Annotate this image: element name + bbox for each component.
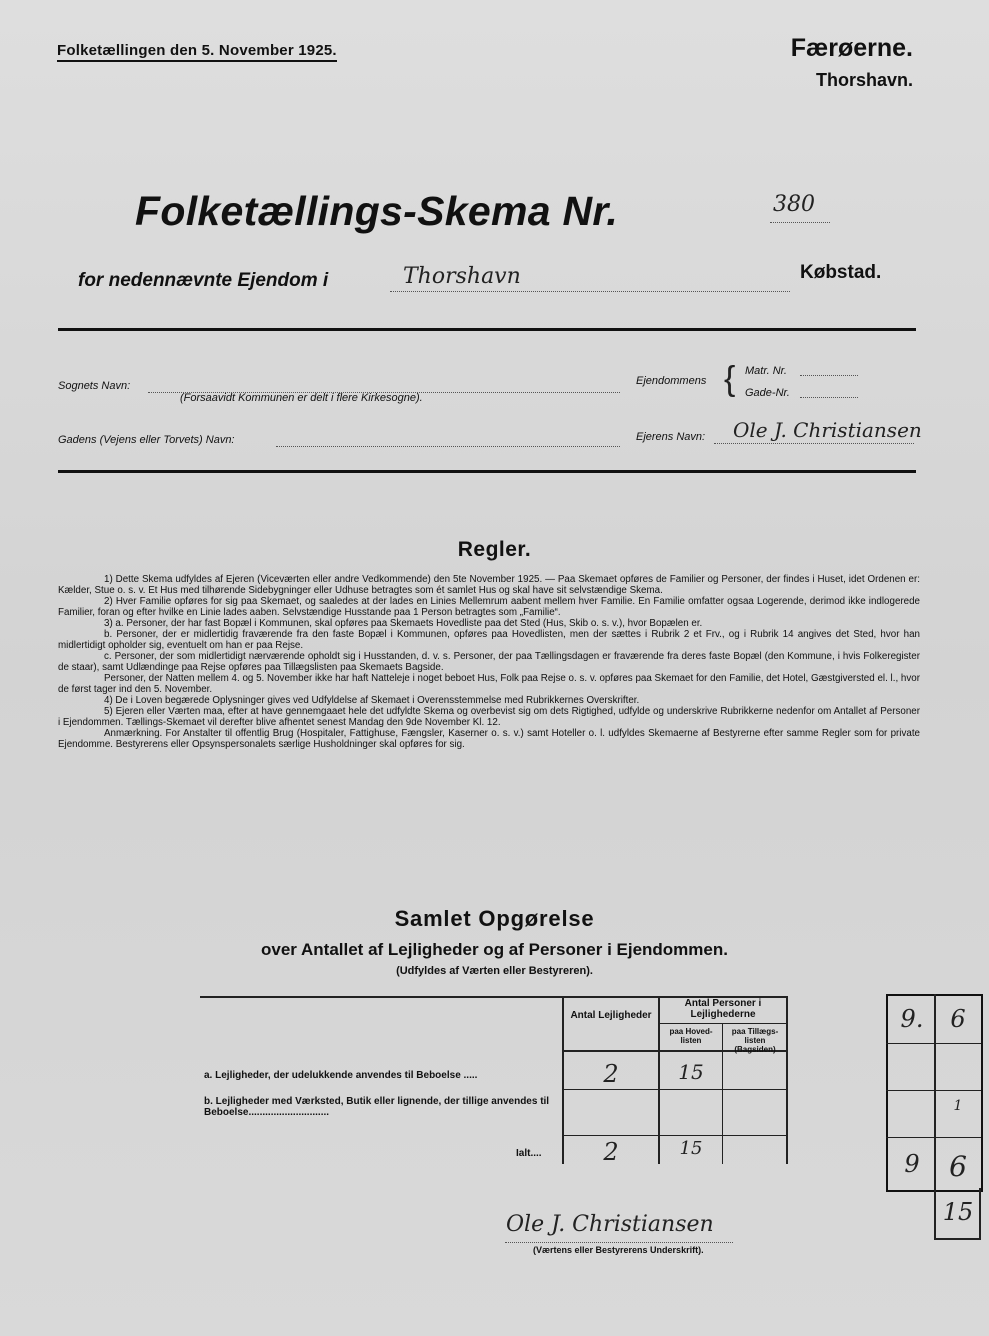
table-sub-rule [659,1023,787,1024]
ejer-line [714,443,914,444]
col-tillaeg-header: paa Tillægs-listen (Bagsiden) [731,1027,779,1054]
matr-label: Matr. Nr. [745,365,787,377]
col-antal-header: Antal Lejligheder [570,1010,652,1021]
ejer-name: Ole J. Christiansen [733,418,922,442]
rule-1: 1) Dette Skema udfyldes af Ejeren (Viceværten eller andre Vedkommende) den 5te November 1925. — Paa Skemaet opføres de Familier og Personer, der findes i Huset, idet Ordenen er: Kælder, Stue o. s. v. Et Hus med tilhørende Sidebygninger eller Udhuse betragtes som ét samlet Hus og skal have sit selvstændige Skema. [58,574,920,596]
tally-hline-2 [886,1090,981,1091]
matr-line [800,375,858,376]
form-number-line [770,222,830,223]
census-date-line: Folketællingen den 5. November 1925. [57,42,337,62]
gade-line [276,446,620,447]
total-label: Ialt.... [516,1148,542,1159]
row-a-hoved: 15 [678,1060,704,1084]
col-hoved-header: paa Hoved-listen [669,1027,713,1045]
tally-r2-b: 1 [953,1098,963,1114]
tally-vline [934,994,936,1240]
ejendom-label: Ejendommens [636,375,707,387]
col-personer-header: Antal Personer i Lejlighederne [684,998,762,1020]
rule-note: Anmærkning. For Anstalter til offentlig Brug (Hospitaler, Fattighuse, Fængsler, Kaserner o. s. v.) samt Hoteller o. l. udfyldes Skemaerne af Bestyrerne efter samme Regler som for private Ejendomme. Bestyrerens eller Opsynspersonalets særlige Husholdninger skal opføres for sig. [58,728,920,750]
form-title: Folketællings-Skema Nr. [135,188,619,234]
rule-5: 5) Ejeren eller Værten maa, efter at have gennemgaaet hele det udfyldte Skema og overbevist sig om dets Rigtighed, udfylde og underskrive Rubrikkerne nedenfor om Antallet af Personer i Ejendommen. Tællings-Skemaet vil derefter blive afhentet senest Mandag den 9de November Kl. 12. [58,706,920,728]
total-antal: 2 [603,1138,619,1166]
rule-3c: c. Personer, der som midlertidigt nærværende opholdt sig i Husstanden, d. v. s. Personer, der paa Tællingsdagen er fraværende fra deres faste Bopæl (den Kommune, i hvis Folkeregister de staar), samt Udlændinge paa Rejse opføres paa Tillægslisten paa Skemaets Bagside. [58,651,920,673]
summary-heading: Samlet Opgørelse [394,906,595,931]
subtitle-suffix: Købstad. [800,262,882,283]
signature-caption: (Værtens eller Bestyrerens Underskrift). [533,1245,704,1255]
tally-right [979,1188,981,1240]
town-name: Thorshavn. [815,70,913,90]
rule-3d: Personer, der Natten mellem 4. og 5. November ikke har haft Natteleje i noget beboet Hus, Folk paa Rejse o. s. v. opføres paa Skemaet for den Familie, det Hotel, Gæstgiversted el. l., hvor de først tager ind den 5. November. [58,673,920,695]
signature-line [505,1242,733,1243]
rule-2: 2) Hver Familie opføres for sig paa Skemaet, og saaledes at der lades en Linies Mellemrum aabent mellem hver Familie. En Familie omfatter ogsaa Logerende, derimod ikke indlogerede Familier, foran og efter hvilke en Linie lades aaben. Selvstændige Husstande paa 1 Person betragtes som „Familie“. [58,596,920,618]
gade-nr-label: Gade-Nr. [745,387,790,399]
rule-3a: 3) a. Personer, der har fast Bopæl i Kommunen, skal opføres paa Skemaets Hovedliste paa det Sted (Hus, Skib o. s. v.), hvor Bopælen er. [104,618,703,629]
table-row-rule-2 [563,1135,787,1136]
gade-nr-line [800,397,858,398]
top-rule [58,328,916,331]
tally-hline-1 [886,1043,981,1044]
region-name: Færøerne. [790,34,913,62]
brace: { [724,360,736,398]
table-vline-4 [786,996,788,1164]
tally-hline-3 [886,1137,981,1138]
tally-r4: 15 [942,1198,974,1226]
form-number: 380 [773,192,815,217]
sogn-note: (Forsaavidt Kommunen er delt i flere Kirkesogne). [180,392,423,404]
fields-rule [58,470,916,473]
tally-r1-a: 9. [900,1005,924,1033]
table-vline-3 [722,1024,723,1164]
rule-4: 4) De i Loven begærede Oplysninger gives ved Udfyldelse af Skemaet i Overensstemmelse med Rubrikkernes Overskrifter. [104,695,640,706]
subtitle-place: Thorshavn [403,264,521,289]
gade-label: Gadens (Vejens eller Torvets) Navn: [58,434,235,446]
place-line [390,291,790,292]
regler-text [58,574,920,750]
table-vline-1 [562,996,564,1164]
row-a-label: a. Lejligheder, der udelukkende anvendes til Beboelse ..... [204,1070,478,1081]
tally-bottom [934,1238,981,1240]
ejer-label: Ejerens Navn: [636,431,706,443]
summary-subheading: over Antallet af Lejligheder og af Personer i Ejendommen. [261,940,728,959]
table-vline-2 [658,996,660,1164]
table-row-rule-1 [563,1089,787,1090]
rule-3b: b. Personer, der er midlertidig fraværende fra den faste Bopæl i Kommunen, opføres paa Hovedlisten, men der sættes i Rubrik 2 et Frv., og i Rubrik 14 angives det Sted, hvor han midlertidigt opholder sig, eventuelt om han er paa Rejse. [58,629,920,651]
regler-heading: Regler. [457,538,532,561]
tally-r3-a: 9 [904,1150,920,1178]
sogn-label: Sognets Navn: [58,380,131,392]
tally-r3-b: 6 [949,1150,967,1183]
signature: Ole J. Christiansen [506,1212,714,1237]
tally-r1-b: 6 [950,1005,966,1033]
total-hoved: 15 [679,1138,703,1159]
summary-note: (Udfyldes af Værten eller Bestyreren). [396,965,593,977]
row-a-antal: 2 [603,1060,619,1088]
row-b-label: b. Lejligheder med Værksted, Butik eller lignende, der tillige anvendes til Beboelse............................. [204,1096,550,1118]
subtitle-prefix: for nedennævnte Ejendom i [78,270,329,291]
